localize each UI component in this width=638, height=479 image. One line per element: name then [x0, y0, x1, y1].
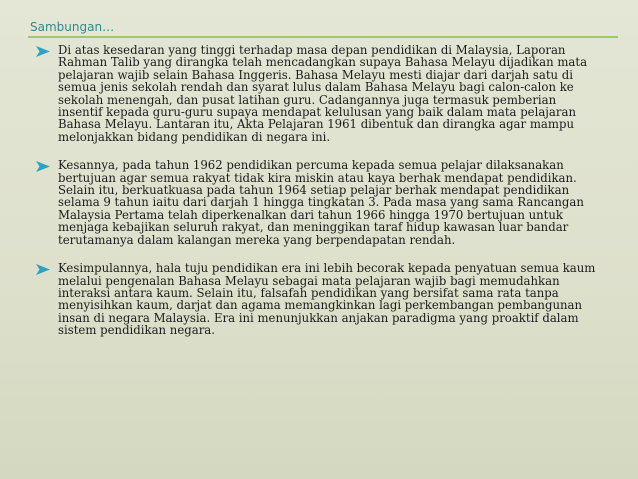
arrow-bullet-icon — [36, 264, 50, 275]
bullet-text: Di atas kesedaran yang tinggi terhadap masa depan pendidikan di Malaysia, Laporan Rahman Talib yang dirangka telah mencadangkan supaya Bahasa Melayu dijadikan mata pelajaran wajib selain Bahasa Inggeris. Bahasa Melayu mesti diajar dari darjah satu di semua jenis sekolah rendah dan syarat lulus dalam Bahasa Melayu bagi calon-calon ke sekolah menengah, dan pusat latihan guru. Cadangannya juga termasuk pemberian insentif kepada guru-guru supaya mendapat kelulusan yang baik dalam mata pelajaran Bahasa Melayu. Lantaran itu, Akta Pelajaran 1961 dibentuk dan dirangka agar mampu melonjakkan bidang pendidikan di negara ini. — [58, 43, 588, 144]
bullet-item — [36, 262, 596, 336]
bullet-item — [36, 44, 596, 143]
title-divider — [28, 36, 618, 38]
bullet-text: Kesannya, pada tahun 1962 pendidikan percuma kepada semua pelajar dilaksanakan bertujuan agar semua rakyat tidak kira miskin atau kaya berhak mendapat pendidikan. Selain itu, berkuatkuasa pada tahun 1964 setiap pelajar berhak mendapat pendidikan selama 9 tahun iaitu dari darjah 1 hingga tingkatan 3. Pada masa yang sama Rancangan Malaysia Pertama telah diperkenalkan dari tahun 1966 hingga 1970 bertujuan untuk menjaga kebajikan seluruh rakyat, dan meninggikan taraf hidup kawasan luar bandar terutamanya dalam kalangan mereka yang berpendapatan rendah. — [58, 158, 584, 247]
bullet-item — [36, 159, 596, 246]
arrow-bullet-icon — [36, 161, 50, 172]
slide-title: Sambungan… — [30, 20, 115, 34]
arrow-bullet-icon — [36, 46, 50, 57]
bullet-list — [36, 44, 596, 353]
bullet-text: Kesimpulannya, hala tuju pendidikan era ini lebih becorak kepada penyatuan semua kaum melalui pengenalan Bahasa Melayu sebagai mata pelajaran wajib bagi memudahkan interaksi antara kaum. Selain itu, falsafah pendidikan yang bersifat sama rata tanpa menyisihkan kaum, darjat dan agama memangkinkan lagi perkembangan pembangunan insan di negara Malaysia. Era ini menunjukkan anjakan paradigma yang proaktif dalam sistem pendidikan negara. — [58, 261, 596, 338]
